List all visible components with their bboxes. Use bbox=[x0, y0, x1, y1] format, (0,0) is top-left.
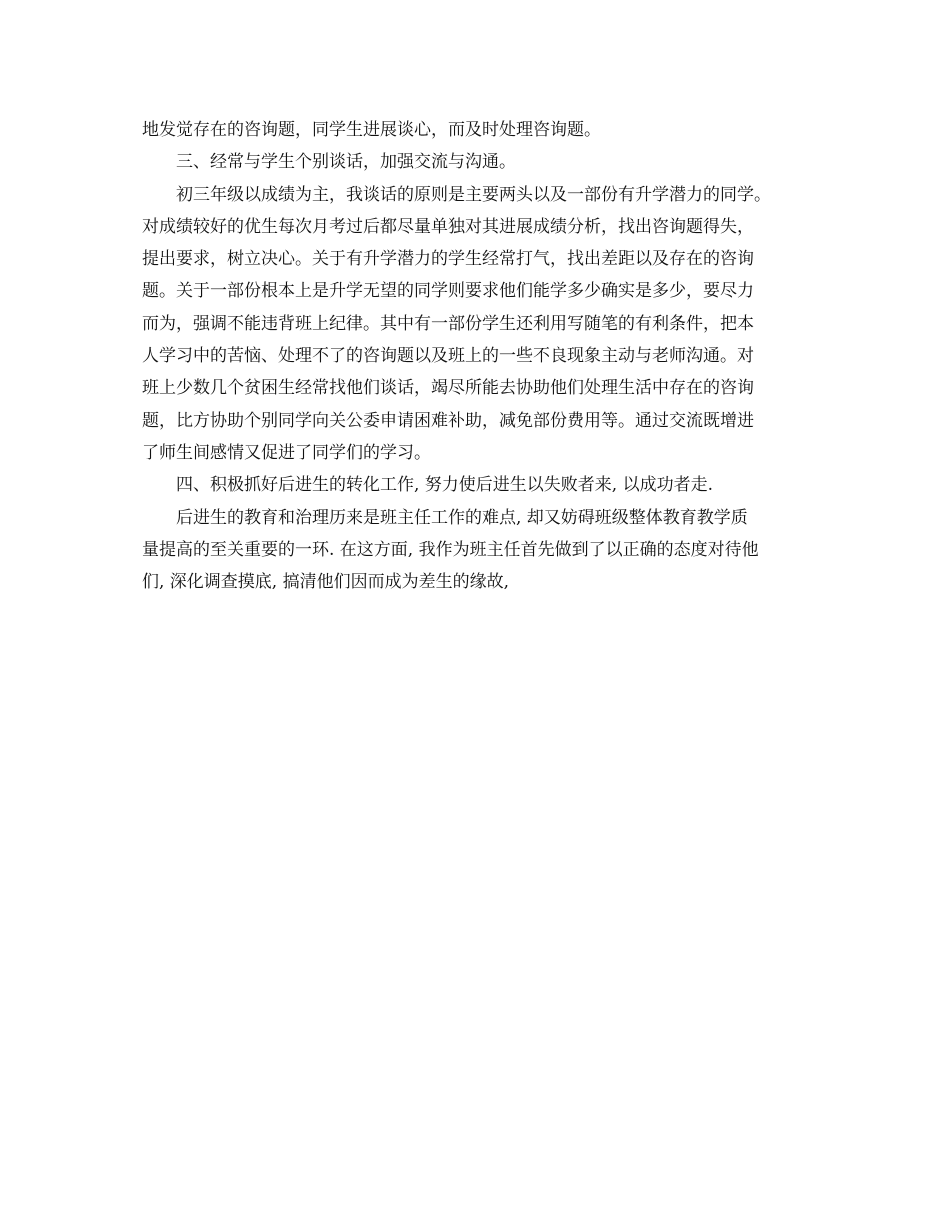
text-line-15: 们, 深化调查摸底, 搞清他们因而成为差生的缘故, bbox=[142, 572, 510, 593]
text-line-7: 而为，强调不能违背班上纪律。其中有一部份学生还利用写随笔的有利条件，把本 bbox=[142, 313, 754, 334]
text-line-9: 班上少数几个贫困生经常找他们谈话，竭尽所能去协助他们处理生活中存在的咨询 bbox=[142, 378, 754, 399]
text-line-6: 题。关于一部份根本上是升学无望的同学则要求他们能学多少确实是多少，要尽力 bbox=[142, 281, 754, 302]
text-line-13: 后进生的教育和治理历来是班主任工作的难点, 却又妨碍班级整体教育教学质 bbox=[176, 507, 748, 528]
text-line-3: 初三年级以成绩为主，我谈话的原则是主要两头以及一部份有升学潜力的同学。 bbox=[176, 184, 771, 205]
text-line-12: 四、积极抓好后进生的转化工作, 努力使后进生以失败者来, 以成功者走. bbox=[176, 475, 714, 496]
text-line-11: 了师生间感情又促进了同学们的学习。 bbox=[142, 442, 431, 463]
text-line-5: 提出要求，树立决心。关于有升学潜力的学生经常打气，找出差距以及存在的咨询 bbox=[142, 249, 754, 270]
body-text bbox=[142, 114, 822, 598]
text-line-10: 题，比方协助个别同学向关公委申请困难补助，减免部份费用等。通过交流既增进 bbox=[142, 410, 754, 431]
text-line-1: 地发觉存在的咨询题，同学生进展谈心，而及时处理咨询题。 bbox=[142, 120, 601, 140]
text-line-2: 三、经常与学生个别谈话，加强交流与沟通。 bbox=[176, 152, 516, 173]
text-line-8: 人学习中的苦恼、处理不了的咨询题以及班上的一些不良现象主动与老师沟通。对 bbox=[142, 346, 754, 367]
text-line-4: 对成绩较好的优生每次月考过后都尽量单独对其进展成绩分析，找出咨询题得失， bbox=[142, 216, 754, 237]
text-line-14: 量提高的至关重要的一环. 在这方面, 我作为班主任首先做到了以正确的态度对待他 bbox=[142, 539, 759, 560]
